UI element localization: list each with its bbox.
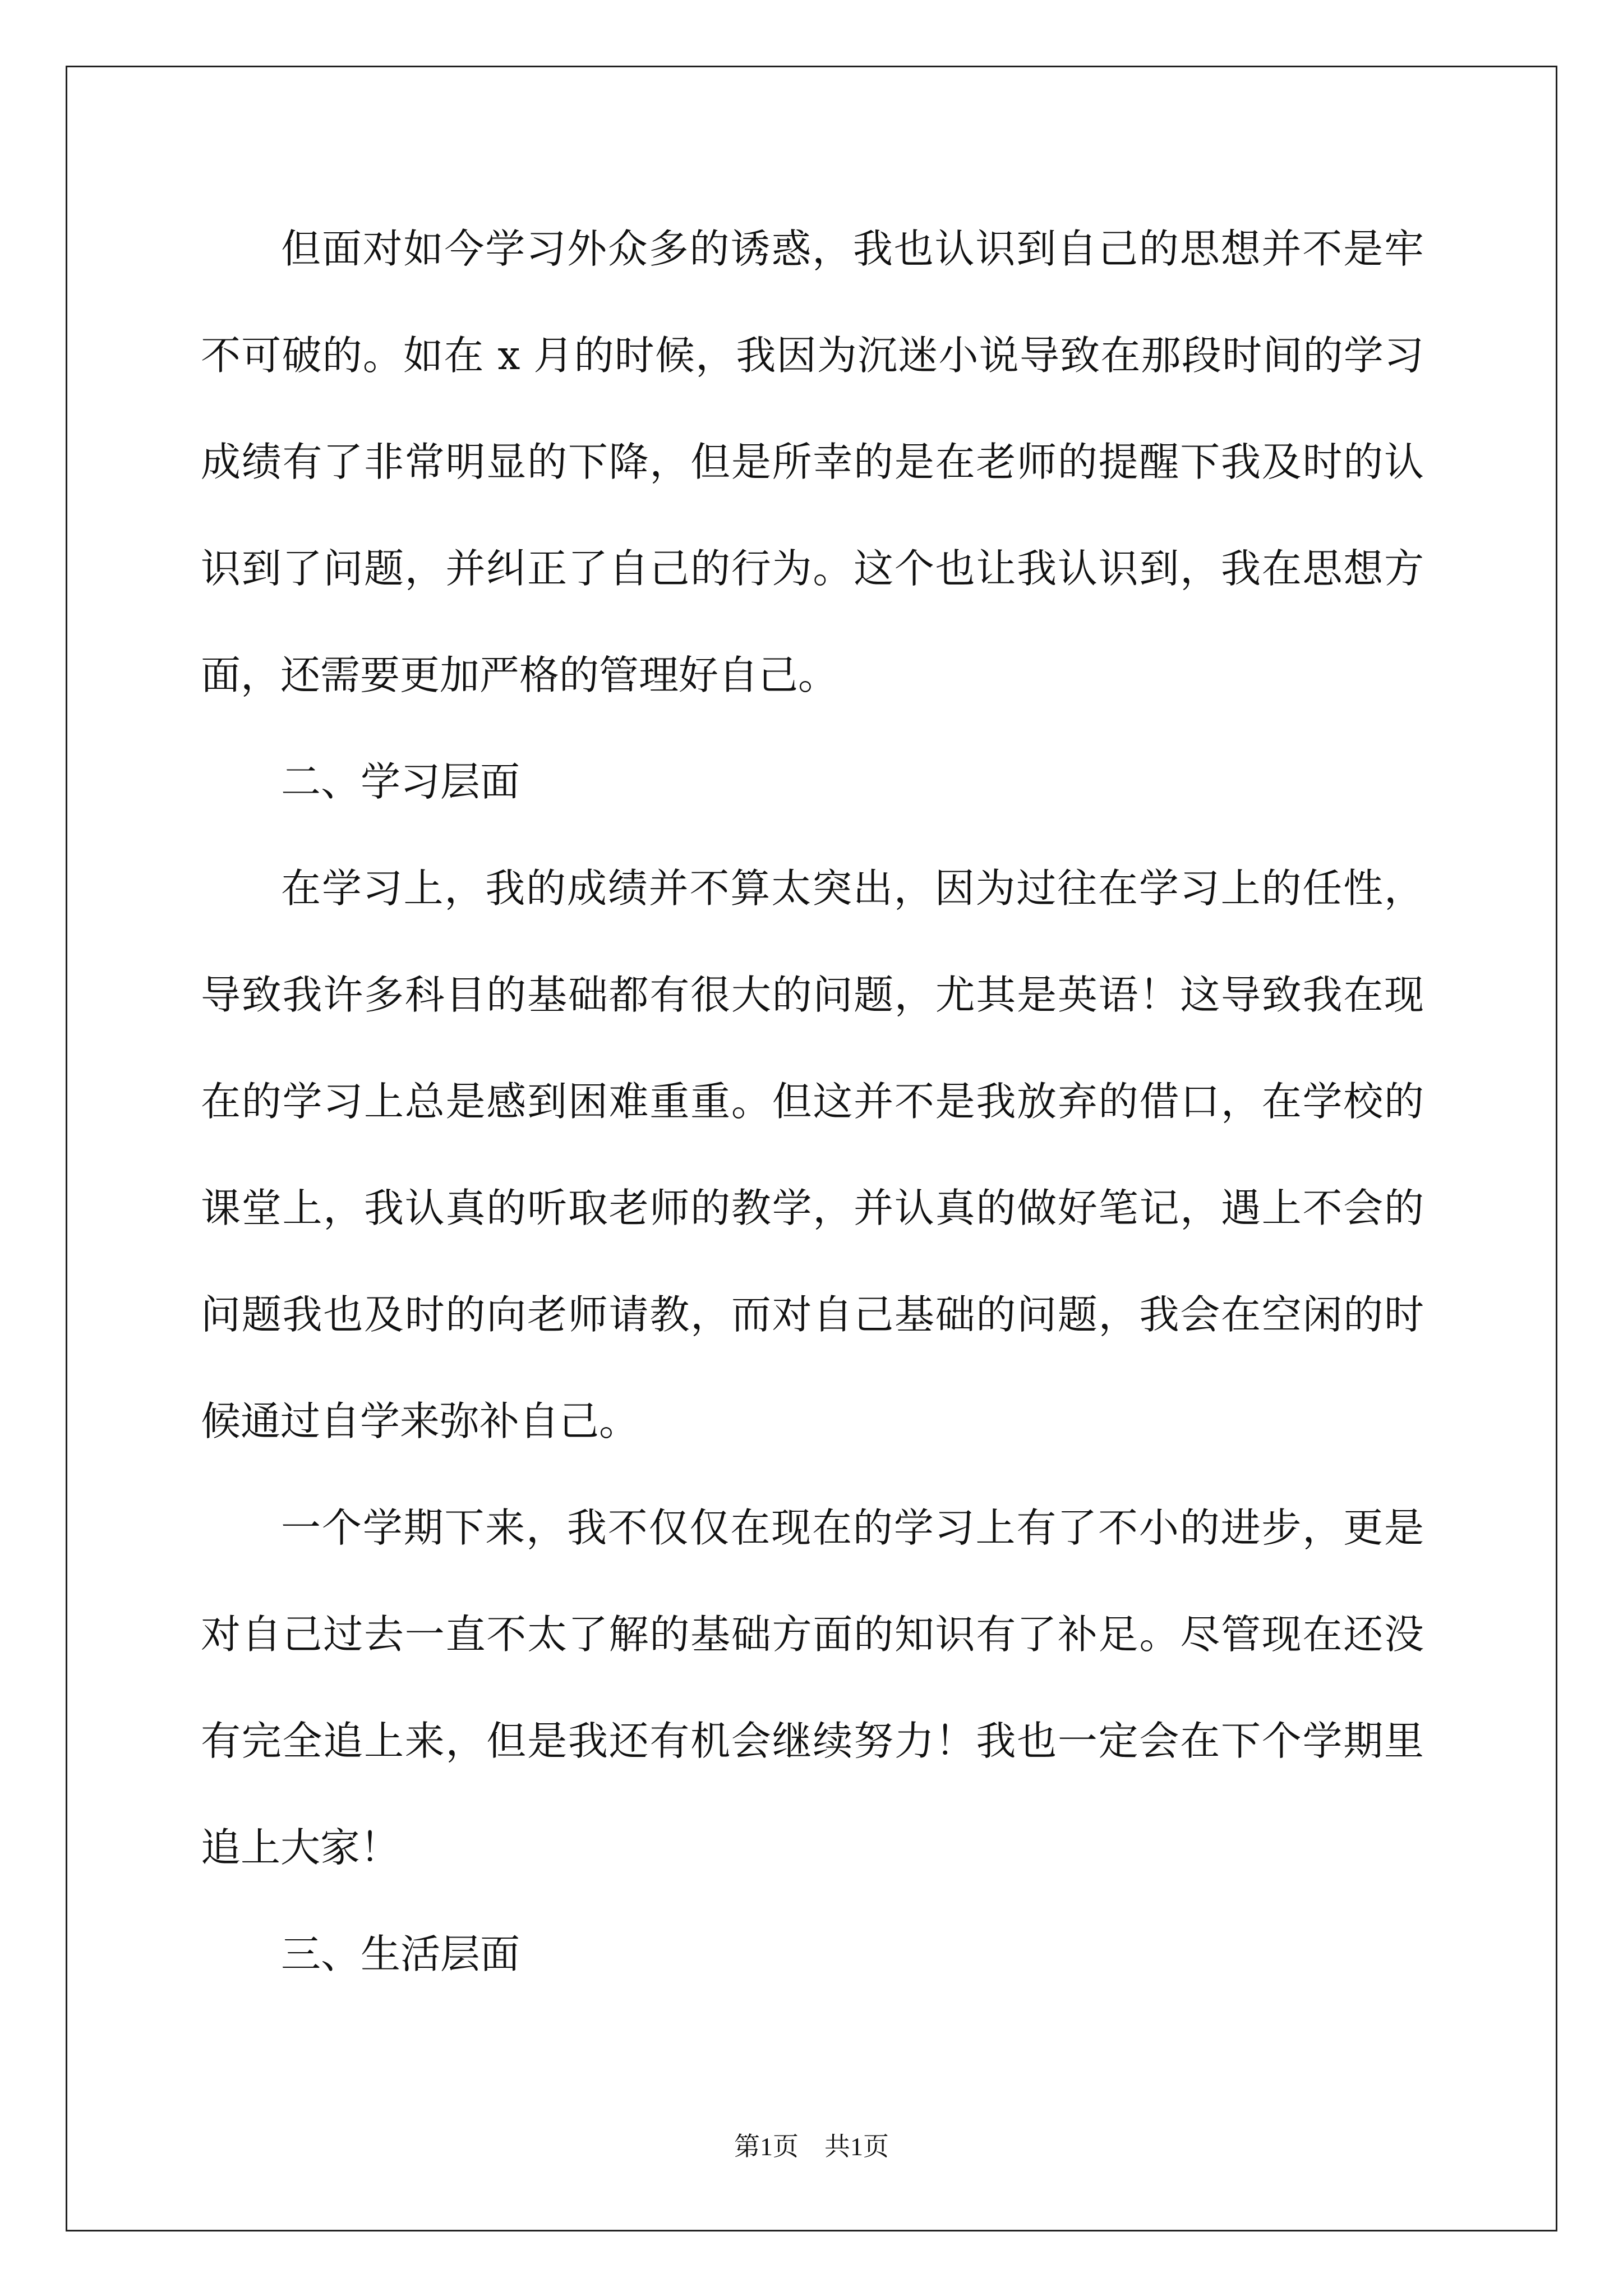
section-heading [201,729,1424,835]
paragraph [201,835,1424,1475]
text-line: 在的学习上总是感到困难重重。但这并不是我放弃的借口，在学校的 [201,1078,1424,1125]
text-line: 有完全追上来，但是我还有机会继续努力！我也一定会在下个学期里 [201,1718,1424,1764]
paragraph [201,1475,1424,1901]
text-line: 不可破的。如在 x 月的时候，我因为沉迷小说导致在那段时间的学习 [201,332,1424,379]
text-line: 成绩有了非常明显的下降，但是所幸的是在老师的提醒下我及时的认 [201,439,1424,485]
text-line: 在学习上，我的成绩并不算太突出，因为过往在学习上的任性， [281,865,1424,912]
text-line: 面，还需要更加严格的管理好自己。 [201,652,838,698]
text-line: 对自己过去一直不太了解的基础方面的知识有了补足。尽管现在还没 [201,1611,1424,1658]
section-heading [201,1901,1424,2008]
section-heading-text: 三、生活层面 [281,1931,520,1977]
document-body [201,196,1424,2008]
page-footer: 第1页 共1页 [734,2132,889,2161]
section-heading-text: 二、学习层面 [281,758,520,805]
text-line: 追上大家！ [201,1824,400,1871]
text-line: 导致我许多科目的基础都有很大的问题，尤其是英语！这导致我在现 [201,972,1424,1018]
text-line: 问题我也及时的向老师请教，而对自己基础的问题，我会在空闲的时 [201,1291,1424,1338]
text-line: 一个学期下来，我不仅仅在现在的学习上有了不小的进步，更是 [281,1504,1424,1551]
paragraph [201,196,1424,729]
text-line: 候通过自学来弥补自己。 [201,1398,639,1444]
text-line: 但面对如今学习外众多的诱惑，我也认识到自己的思想并不是牢 [281,226,1424,272]
text-line: 识到了问题，并纠正了自己的行为。这个也让我认识到，我在思想方 [201,545,1424,592]
text-line: 课堂上，我认真的听取老师的教学，并认真的做好笔记，遇上不会的 [201,1185,1424,1231]
